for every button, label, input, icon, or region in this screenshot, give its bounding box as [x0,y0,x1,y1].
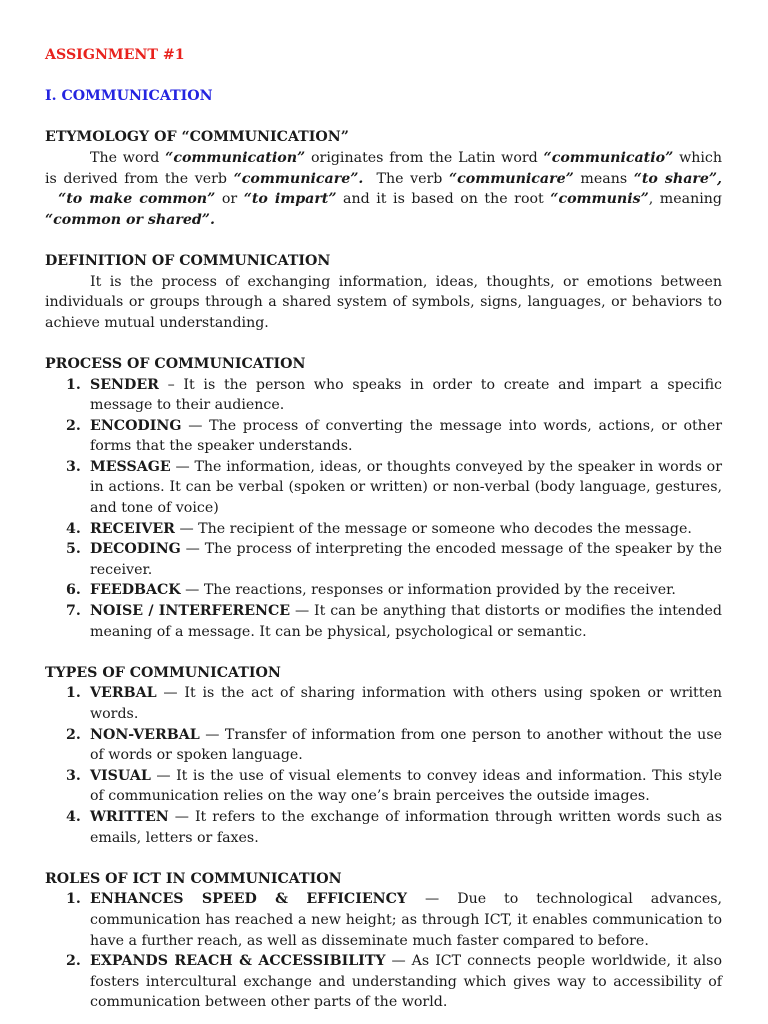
list-item: 2. EXPANDS REACH & ACCESSIBILITY — As ICT connects people worldwide, it also fosters intercultural exchange and understanding which gives way to accessibility of communication between other parts of the world. [66,953,722,1011]
definition-paragraph: It is the process of exchanging information, ideas, thoughts, or emotions between individuals or groups through a shared system of symbols, signs, languages, or behaviors to achieve mutual understanding. [45,273,722,331]
list-term: VISUAL [90,767,151,784]
emphasis: “common or shared”. [45,211,215,228]
list-item: 1. ENHANCES SPEED & EFFICIENCY — Due to technological advances, communication has reached a new height; as through ICT, it enables communication to have a further reach, as well as disseminate much faster compared to before. [66,891,723,949]
list-term: DECODING [90,541,181,558]
emphasis: “communicare”. [233,170,364,187]
etymology-heading: ETYMOLOGY OF “COMMUNICATION” [45,129,349,146]
list-term: NOISE / INTERFERENCE [90,603,291,620]
list-item: 4. RECEIVER — The recipient of the message or someone who decodes the message. [66,520,692,537]
list-term: WRITTEN [90,808,169,825]
emphasis: “communicatio” [543,149,674,166]
list-term: SENDER [90,376,159,393]
emphasis: “to share”, [633,170,722,187]
list-item: 1. VERBAL — It is the act of sharing information with others using spoken or written words. [66,685,722,722]
list-term: NON-VERBAL [90,726,200,743]
process-heading: PROCESS OF COMMUNICATION [45,355,306,372]
list-item: 6. FEEDBACK — The reactions, responses or information provided by the receiver. [66,582,676,599]
types-list [45,683,722,848]
list-term: MESSAGE [90,458,171,475]
list-term: RECEIVER [90,520,175,537]
etymology-paragraph: The word “communication” originates from the Latin word “communicatio” which is derived from the verb “communicare”. The verb “communicare” means “to share”, “to make common” or “to impart” and it is based on the root “communis”, meaning “common or shared”. [45,149,722,228]
definition-heading: DEFINITION OF COMMUNICATION [45,252,331,269]
list-term: EXPANDS REACH & ACCESSIBILITY [90,953,386,970]
emphasis: “communicare” [448,170,574,187]
roles-list [45,889,722,1013]
section-title: I. COMMUNICATION [45,88,213,105]
list-term: ENHANCES SPEED & EFFICIENCY [90,891,408,908]
assignment-title: ASSIGNMENT #1 [45,47,185,63]
list-term: FEEDBACK [90,582,181,599]
types-heading: TYPES OF COMMUNICATION [45,664,281,681]
emphasis: “communication” [165,149,306,166]
roles-heading: ROLES OF ICT IN COMMUNICATION [45,870,342,887]
list-item: 2. NON-VERBAL — Transfer of information from one person to another without the use of words or spoken language. [66,726,722,764]
list-item: 5. DECODING — The process of interpreting the encoded message of the speaker by the receiver. [66,541,722,578]
process-list [45,375,722,643]
list-item: 2. ENCODING — The process of converting the message into words, actions, or other forms that the speaker understands. [66,417,722,455]
list-item: 3. MESSAGE — The information, ideas, or thoughts conveyed by the speaker in words or in actions. It can be verbal (spoken or written) or non-verbal (body language, gestures, and tone of voice) [66,458,722,517]
list-item: 7. NOISE / INTERFERENCE — It can be anything that distorts or modifies the intended meaning of a message. It can be physical, psychological or semantic. [66,603,723,640]
list-term: VERBAL [90,685,157,702]
emphasis: “communis” [550,191,649,208]
emphasis: “to make common” [58,191,216,208]
emphasis: “to impart” [243,191,337,208]
list-item: 1. SENDER – It is the person who speaks in order to create and impart a specific message to their audience. [66,376,722,414]
list-term: ENCODING [90,417,182,434]
list-item: 3. VISUAL — It is the use of visual elements to convey ideas and information. This style of communication relies on the way one’s brain perceives the outside images. [66,767,722,805]
list-item: 4. WRITTEN — It refers to the exchange of information through written words such as emails, letters or faxes. [66,808,722,846]
